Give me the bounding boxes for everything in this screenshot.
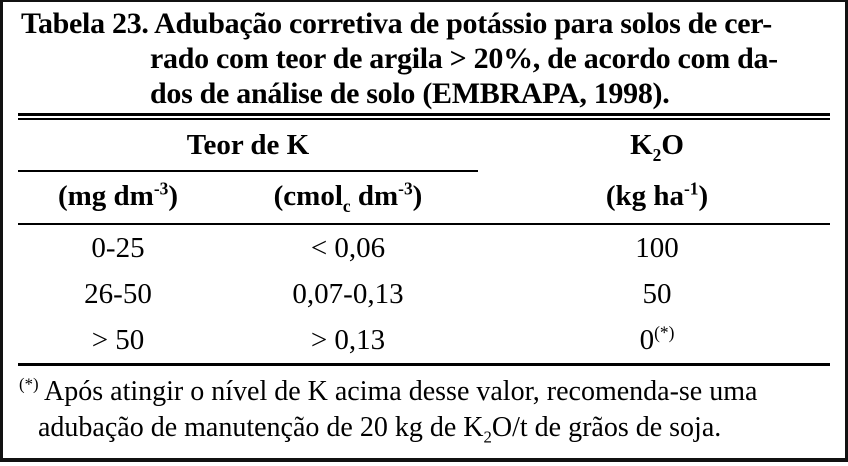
cell-k-mg: 26-50 bbox=[84, 278, 152, 310]
cell-k2o: 0(*) bbox=[639, 322, 675, 356]
table-caption bbox=[3, 2, 845, 111]
cell-k-cmol: > 0,13 bbox=[310, 324, 386, 356]
unit-kg-ha: (kg $ha^{-1}$) bbox=[605, 178, 709, 212]
table-footnote bbox=[3, 366, 845, 446]
footnote-line-2: adubação de manutenção de 20 kg de $K_2O/t$ de grãos de soja. bbox=[38, 412, 722, 447]
header-k2o: $K_2O$ bbox=[630, 129, 684, 165]
cell-k-cmol: < 0,06 bbox=[310, 232, 386, 264]
table-header-group-row bbox=[18, 120, 830, 172]
caption-line-1: Tabela 23. Adubação corretiva de potássio para solos de cer- bbox=[21, 7, 772, 40]
table-header-units-row bbox=[18, 172, 830, 223]
caption-line-3: dos de análise de solo (EMBRAPA, 1998). bbox=[150, 77, 670, 110]
caption-line-2: rado com teor de argila > 20%, de acordo com da- bbox=[150, 42, 778, 75]
cell-k-cmol: 0,07-0,13 bbox=[292, 278, 404, 310]
footnote-marker: (*) bbox=[19, 374, 39, 394]
table-row bbox=[18, 225, 830, 271]
cell-k2o: 100 bbox=[635, 232, 679, 264]
header-teor-de-k: Teor de K bbox=[18, 120, 478, 172]
cell-k-mg: > 50 bbox=[91, 324, 145, 356]
cell-k-mg: 0-25 bbox=[91, 232, 145, 264]
table-row bbox=[18, 317, 830, 363]
table-row bbox=[18, 271, 830, 317]
unit-cmolc-dm3: (cmol$_c$ $dm^{-3}$) bbox=[273, 178, 423, 216]
top-double-rule bbox=[18, 113, 830, 120]
footnote-line-1: (*) Após atingir o nível de K acima desse valor, recomenda-se uma bbox=[19, 374, 758, 407]
unit-mg-dm3: (mg $dm^{-3}$) bbox=[57, 178, 179, 212]
cell-k2o: 50 bbox=[642, 278, 672, 310]
